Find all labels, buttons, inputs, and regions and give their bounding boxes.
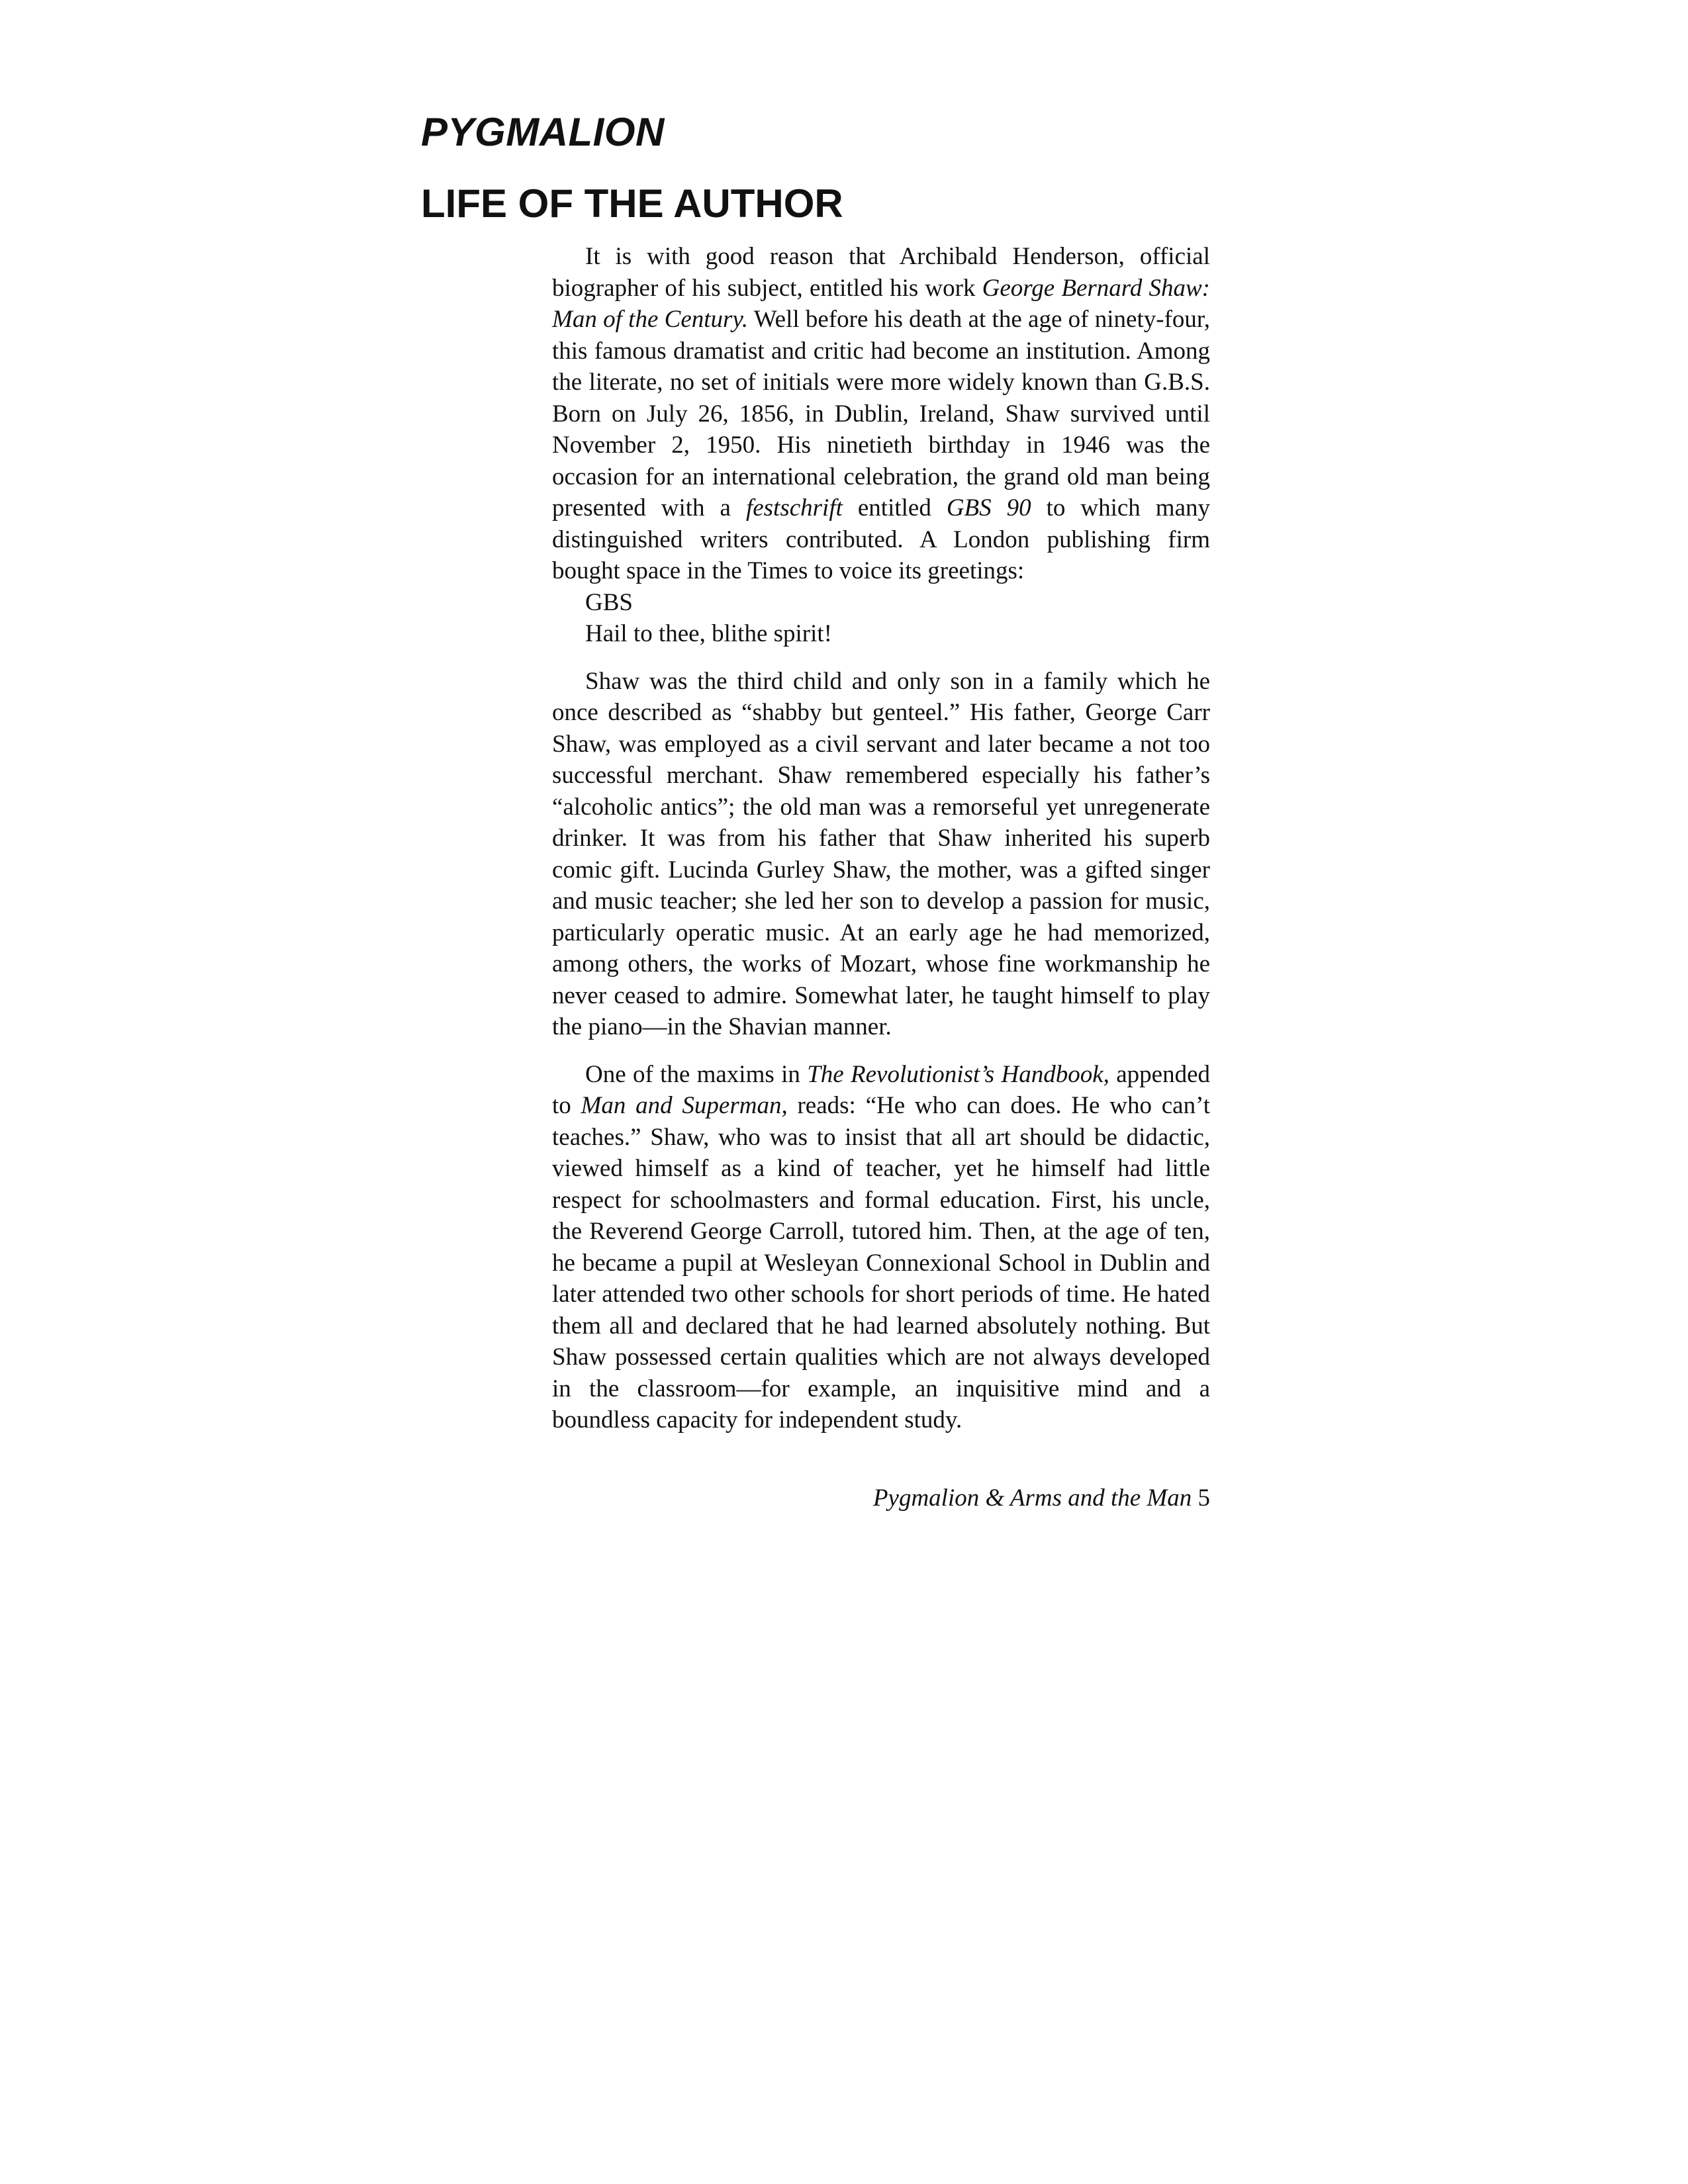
body-text (552, 241, 1210, 1436)
work-title-gbs-90: GBS 90 (946, 494, 1031, 522)
work-title-george-bernard-shaw: George Bernard Shaw: Man of the Century. (552, 274, 1210, 333)
chapter-title: LIFE OF THE AUTHOR (421, 181, 843, 226)
paragraph-2: Shaw was the third child and only son in a family which he once described as “shabby but genteel.” His father, George Carr Shaw, was employed as a civil servant and later became a not too successful merchant. Shaw remembered especially his father’s “alcoholic antics”; the old man was a remorseful yet unregenerate drinker. It was from his father that Shaw inherited his superb comic gift. Lucinda Gurley Shaw, the mother, was a gifted singer and music teacher; she led her son to develop a passion for music, particularly operatic music. At an early age he had memorized, among others, the works of Mozart, whose fine workmanship he never ceased to admire. Somewhat later, he taught himself to play the piano—in the Shavian manner. (552, 667, 1210, 1040)
paragraph-1-text-c: entitled (842, 494, 947, 522)
work-title-revolutionists-handbook: The Revolutionist’s Handbook, (807, 1060, 1109, 1088)
paragraph-3-text-c: reads: “He who can does. He who can’t teaches.” Shaw, who was to insist that all art should be didactic, viewed himself as a kind of teacher, yet he himself had little respect for schoolmasters and formal education. First, his uncle, the Reverend George Carroll, tutored him. Then, at the age of ten, he became a pupil at Wesleyan Connexional School in Dublin and later attended two other schools for short periods of time. He hated them all and declared that he had learned absolutely nothing. But Shaw possessed certain qualities which are not always developed in the classroom—for example, an inquisitive mind and a boundless capacity for independent study. (552, 1092, 1211, 1433)
paragraph-1 (552, 241, 1210, 587)
paragraph-3-text-b: appended to (552, 1060, 1210, 1119)
paragraph-1-text-d: to which many distinguished writers contributed. A London publishing firm bought space in the Times to voice its greetings: (552, 494, 1210, 584)
paragraph-3-text-a: One of the maxims in (585, 1060, 808, 1088)
paragraph-3 (552, 1059, 1210, 1436)
paragraph-1-text-b: Well before his death at the age of ninety-four, this famous dramatist and critic had become an institution. Among the literate, no set of initials were more widely known than G.B.S. Born on July 26, 1856, in Dublin, Ireland, Shaw survived until November 2, 1950. His ninetieth birthday in 1946 was the occasion for an international celebration, the grand old man being presented with a (552, 306, 1210, 522)
footer-book-title: Pygmalion & Arms and the Man (872, 1484, 1192, 1512)
page-footer (552, 1482, 1210, 1514)
paragraph-1-text-a: It is with good reason that Archibald Henderson, official biographer of his subject, entitled his work (552, 243, 1210, 302)
greeting-line-1: GBS (585, 588, 633, 616)
page-number: 5 (1197, 1484, 1210, 1512)
work-title-man-and-superman: Man and Superman, (581, 1092, 788, 1119)
term-festschrift: festschrift (745, 494, 843, 522)
greeting-line-2: Hail to thee, blithe spirit! (585, 620, 832, 647)
book-title: PYGMALION (421, 110, 665, 154)
